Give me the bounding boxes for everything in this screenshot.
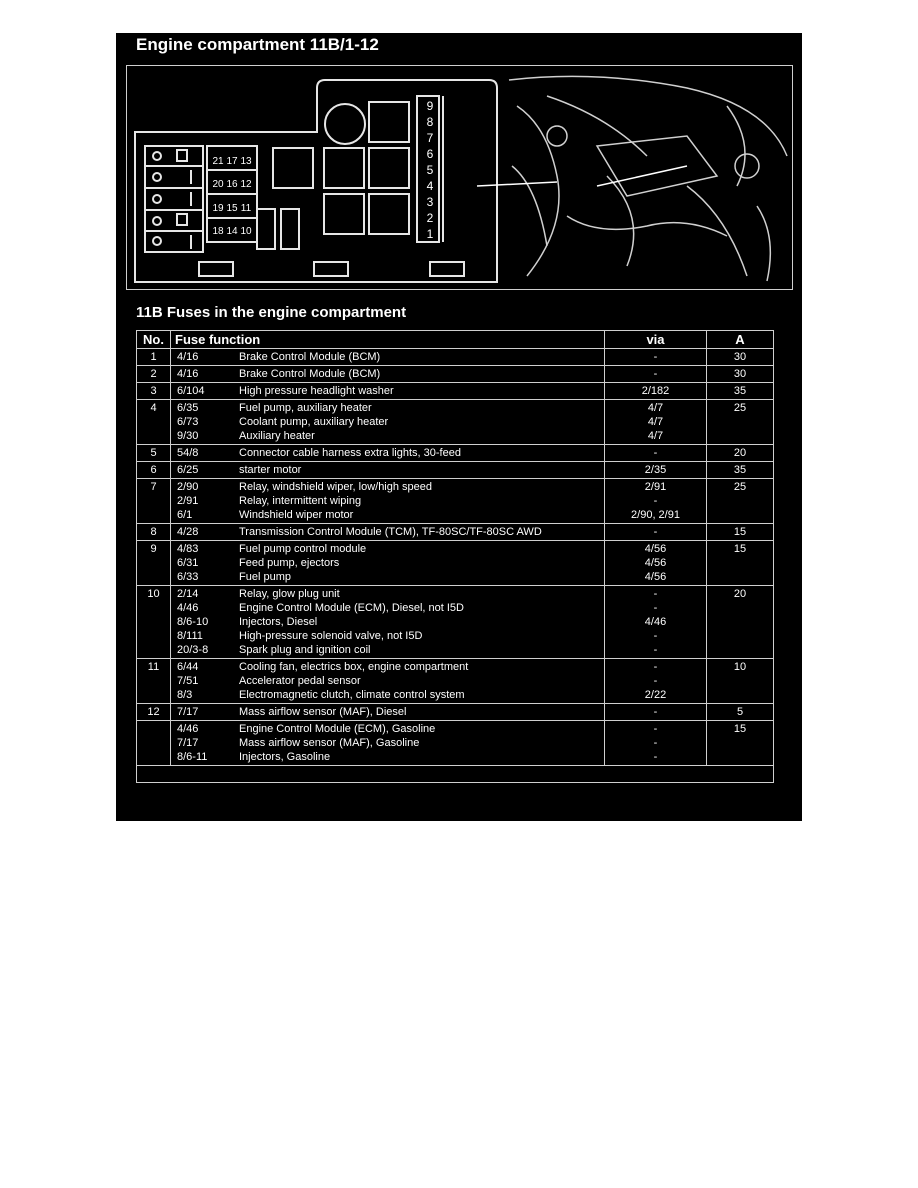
fuse-function-cell xyxy=(171,383,605,400)
table-row xyxy=(137,445,774,462)
via-value: 2/22 xyxy=(644,689,667,701)
header-no: No. xyxy=(137,331,171,349)
fuse-label-13: 13 xyxy=(240,156,252,167)
via-value: 2/91 xyxy=(644,481,667,493)
fuse-box-diagram xyxy=(126,65,793,290)
component-description: Feed pump, ejectors xyxy=(239,557,340,569)
table-row xyxy=(137,586,774,659)
fuse-function-line xyxy=(171,688,604,702)
fuse-label-18: 18 xyxy=(212,226,224,237)
fuse-function-line xyxy=(171,643,604,657)
component-description: Spark plug and ignition coil xyxy=(239,644,371,656)
fuse-function-line xyxy=(171,542,604,556)
section-subtitle: 11B Fuses in the engine compartment xyxy=(136,304,407,321)
via-value: 4/7 xyxy=(647,416,664,428)
fuse-label-17: 17 xyxy=(226,156,238,167)
via-cell xyxy=(605,479,707,524)
fuse-table-body xyxy=(137,349,774,783)
fuse-number: 3 xyxy=(137,383,171,400)
fuse-function-line xyxy=(171,415,604,429)
empty-cell xyxy=(137,766,774,783)
table-row-empty xyxy=(137,766,774,783)
document-panel xyxy=(116,33,802,821)
fuse-function-line xyxy=(171,556,604,570)
component-description: Windshield wiper motor xyxy=(239,509,354,521)
via-value: - xyxy=(653,447,658,459)
amperage: 20 xyxy=(707,445,774,462)
component-description: Fuel pump xyxy=(239,571,291,583)
fuse-number: 8 xyxy=(137,524,171,541)
fuse-function-line xyxy=(171,429,604,443)
component-code: 7/51 xyxy=(177,675,199,687)
table-header-row xyxy=(137,331,774,349)
via-value: - xyxy=(653,751,658,763)
fuse-function-line xyxy=(171,615,604,629)
component-description: Mass airflow sensor (MAF), Gasoline xyxy=(239,737,420,749)
via-value: - xyxy=(653,644,658,656)
via-cell xyxy=(605,704,707,721)
via-value: - xyxy=(653,588,658,600)
via-cell xyxy=(605,586,707,659)
component-description: Relay, windshield wiper, low/high speed xyxy=(239,481,433,493)
amperage: 20 xyxy=(707,586,774,659)
fuse-label-12: 12 xyxy=(240,179,252,190)
component-code: 8/6-11 xyxy=(177,751,208,763)
table-row xyxy=(137,721,774,766)
fuse-function-cell xyxy=(171,366,605,383)
amperage: 30 xyxy=(707,349,774,366)
amperage: 5 xyxy=(707,704,774,721)
via-cell xyxy=(605,366,707,383)
fuse-function-cell xyxy=(171,349,605,366)
fuse-function-cell xyxy=(171,704,605,721)
via-value: 4/56 xyxy=(644,571,667,583)
fuse-function-line xyxy=(171,750,604,764)
fuse-function-line xyxy=(171,587,604,601)
fuse-number: 9 xyxy=(137,541,171,586)
amperage: 15 xyxy=(707,721,774,766)
via-value: - xyxy=(653,368,658,380)
component-code: 4/46 xyxy=(177,723,199,735)
via-value: - xyxy=(653,661,658,673)
strip-label-8: 8 xyxy=(426,115,434,129)
component-description: Auxiliary heater xyxy=(239,430,315,442)
fuse-number: 6 xyxy=(137,462,171,479)
fuse-number: 7 xyxy=(137,479,171,524)
fuse-function-line xyxy=(171,570,604,584)
via-cell xyxy=(605,462,707,479)
fuse-function-line xyxy=(171,384,604,398)
fuse-label-10: 10 xyxy=(240,226,252,237)
component-code: 2/91 xyxy=(177,495,199,507)
component-code: 6/33 xyxy=(177,571,199,583)
via-cell xyxy=(605,445,707,462)
strip-label-4: 4 xyxy=(426,179,434,193)
component-description: Injectors, Diesel xyxy=(239,616,318,628)
fuse-number: 12 xyxy=(137,704,171,721)
via-value: - xyxy=(653,706,658,718)
component-description: Cooling fan, electrics box, engine compartment xyxy=(239,661,469,673)
via-cell xyxy=(605,383,707,400)
amperage: 10 xyxy=(707,659,774,704)
fuse-function-line xyxy=(171,508,604,522)
fuse-label-14: 14 xyxy=(226,226,238,237)
fuse-function-line xyxy=(171,736,604,750)
component-description: Transmission Control Module (TCM), TF-80SC/TF-80SC AWD xyxy=(239,526,542,538)
fuse-function-line xyxy=(171,722,604,736)
fuse-box-drawing xyxy=(127,66,794,291)
fuse-table xyxy=(136,330,774,783)
component-code: 8/3 xyxy=(177,689,193,701)
component-code: 6/25 xyxy=(177,464,199,476)
fuse-number xyxy=(137,721,171,766)
fuse-function-cell xyxy=(171,462,605,479)
fuse-function-line xyxy=(171,367,604,381)
component-description: Fuel pump control module xyxy=(239,543,367,555)
fuse-number: 5 xyxy=(137,445,171,462)
component-description: Accelerator pedal sensor xyxy=(239,675,361,687)
fuse-function-line xyxy=(171,525,604,539)
fuse-function-line xyxy=(171,674,604,688)
component-description: Injectors, Gasoline xyxy=(239,751,331,763)
amperage: 15 xyxy=(707,541,774,586)
component-description: Brake Control Module (BCM) xyxy=(239,351,381,363)
fuse-function-line xyxy=(171,401,604,415)
component-code: 6/31 xyxy=(177,557,199,569)
via-value: - xyxy=(653,526,658,538)
via-value: 2/35 xyxy=(644,464,667,476)
component-code: 4/83 xyxy=(177,543,199,555)
strip-label-2: 2 xyxy=(426,211,434,225)
fuse-function-cell xyxy=(171,541,605,586)
table-row xyxy=(137,383,774,400)
component-code: 20/3-8 xyxy=(177,644,209,656)
via-value: 4/7 xyxy=(647,402,664,414)
via-value: 2/90, 2/91 xyxy=(631,509,680,521)
strip-label-6: 6 xyxy=(426,147,434,161)
fuse-number: 11 xyxy=(137,659,171,704)
fuse-function-line xyxy=(171,660,604,674)
fuse-function-line xyxy=(171,463,604,477)
via-cell xyxy=(605,400,707,445)
strip-label-5: 5 xyxy=(426,163,434,177)
component-code: 6/35 xyxy=(177,402,199,414)
fuse-function-line xyxy=(171,494,604,508)
component-code: 2/14 xyxy=(177,588,199,600)
engine-compartment-illustration xyxy=(477,76,787,281)
amperage: 15 xyxy=(707,524,774,541)
fuse-function-cell xyxy=(171,524,605,541)
table-row xyxy=(137,366,774,383)
via-value: - xyxy=(653,351,658,363)
amperage: 25 xyxy=(707,479,774,524)
component-code: 6/1 xyxy=(177,509,193,521)
strip-label-3: 3 xyxy=(426,195,434,209)
strip-label-1: 1 xyxy=(426,227,434,241)
fuse-function-line xyxy=(171,705,604,719)
via-value: 4/7 xyxy=(647,430,664,442)
component-description: Brake Control Module (BCM) xyxy=(239,368,381,380)
via-value: 4/56 xyxy=(644,557,667,569)
component-description: starter motor xyxy=(239,464,302,476)
component-code: 8/6-10 xyxy=(177,616,209,628)
via-cell xyxy=(605,541,707,586)
fuse-function-line xyxy=(171,350,604,364)
component-description: Engine Control Module (ECM), Diesel, not I5D xyxy=(239,602,464,614)
fuse-function-cell xyxy=(171,721,605,766)
table-row xyxy=(137,349,774,366)
component-code: 54/8 xyxy=(177,447,199,459)
component-description: High-pressure solenoid valve, not I5D xyxy=(239,630,423,642)
via-value: - xyxy=(653,723,658,735)
fuse-label-15: 15 xyxy=(226,203,238,214)
table-row xyxy=(137,659,774,704)
component-description: Electromagnetic clutch, climate control system xyxy=(239,689,465,701)
fuse-label-20: 20 xyxy=(212,179,224,190)
amperage: 35 xyxy=(707,462,774,479)
table-row xyxy=(137,541,774,586)
via-value: 2/182 xyxy=(641,385,670,397)
fuse-function-cell xyxy=(171,445,605,462)
via-value: - xyxy=(653,602,658,614)
strip-label-7: 7 xyxy=(426,131,434,145)
table-row xyxy=(137,704,774,721)
component-description: Fuel pump, auxiliary heater xyxy=(239,402,372,414)
amperage: 30 xyxy=(707,366,774,383)
via-cell xyxy=(605,659,707,704)
table-row xyxy=(137,524,774,541)
via-value: - xyxy=(653,495,658,507)
strip-label-9: 9 xyxy=(426,99,434,113)
fuse-label-19: 19 xyxy=(212,203,224,214)
amperage: 35 xyxy=(707,383,774,400)
via-value: 4/56 xyxy=(644,543,667,555)
component-code: 8/111 xyxy=(177,630,203,642)
fuse-function-cell xyxy=(171,400,605,445)
fuse-number: 10 xyxy=(137,586,171,659)
fuse-number: 4 xyxy=(137,400,171,445)
component-code: 4/16 xyxy=(177,368,199,380)
table-row xyxy=(137,479,774,524)
header-via: via xyxy=(605,331,707,349)
fuse-number: 2 xyxy=(137,366,171,383)
via-value: - xyxy=(653,630,658,642)
component-code: 7/17 xyxy=(177,706,199,718)
table-row xyxy=(137,462,774,479)
component-description: Relay, intermittent wiping xyxy=(239,495,362,507)
component-description: Engine Control Module (ECM), Gasoline xyxy=(239,723,436,735)
fuse-function-line xyxy=(171,601,604,615)
component-code: 4/28 xyxy=(177,526,199,538)
component-description: Mass airflow sensor (MAF), Diesel xyxy=(239,706,407,718)
fuse-function-cell xyxy=(171,479,605,524)
via-cell xyxy=(605,524,707,541)
component-description: Relay, glow plug unit xyxy=(239,588,340,600)
component-code: 6/104 xyxy=(177,385,205,397)
via-cell xyxy=(605,721,707,766)
component-description: High pressure headlight washer xyxy=(239,385,394,397)
fuse-function-line xyxy=(171,446,604,460)
component-description: Connector cable harness extra lights, 30-feed xyxy=(239,447,461,459)
amperage: 25 xyxy=(707,400,774,445)
component-code: 4/46 xyxy=(177,602,199,614)
header-fuse-function: Fuse function xyxy=(171,331,605,349)
component-description: Coolant pump, auxiliary heater xyxy=(239,416,389,428)
fuse-function-cell xyxy=(171,659,605,704)
component-code: 6/44 xyxy=(177,661,199,673)
component-code: 6/73 xyxy=(177,416,199,428)
fuse-label-21: 21 xyxy=(212,156,224,167)
component-code: 7/17 xyxy=(177,737,199,749)
component-code: 9/30 xyxy=(177,430,199,442)
via-cell xyxy=(605,349,707,366)
fuse-function-line xyxy=(171,480,604,494)
via-value: - xyxy=(653,737,658,749)
header-amps: A xyxy=(707,331,774,349)
via-value: 4/46 xyxy=(644,616,667,628)
via-value: - xyxy=(653,675,658,687)
component-code: 2/90 xyxy=(177,481,199,493)
fuse-label-16: 16 xyxy=(226,179,238,190)
fuse-number: 1 xyxy=(137,349,171,366)
page-title: Engine compartment 11B/1-12 xyxy=(136,35,379,54)
component-code: 4/16 xyxy=(177,351,199,363)
fuse-label-11: 11 xyxy=(240,203,252,214)
table-row xyxy=(137,400,774,445)
fuse-function-cell xyxy=(171,586,605,659)
fuse-function-line xyxy=(171,629,604,643)
